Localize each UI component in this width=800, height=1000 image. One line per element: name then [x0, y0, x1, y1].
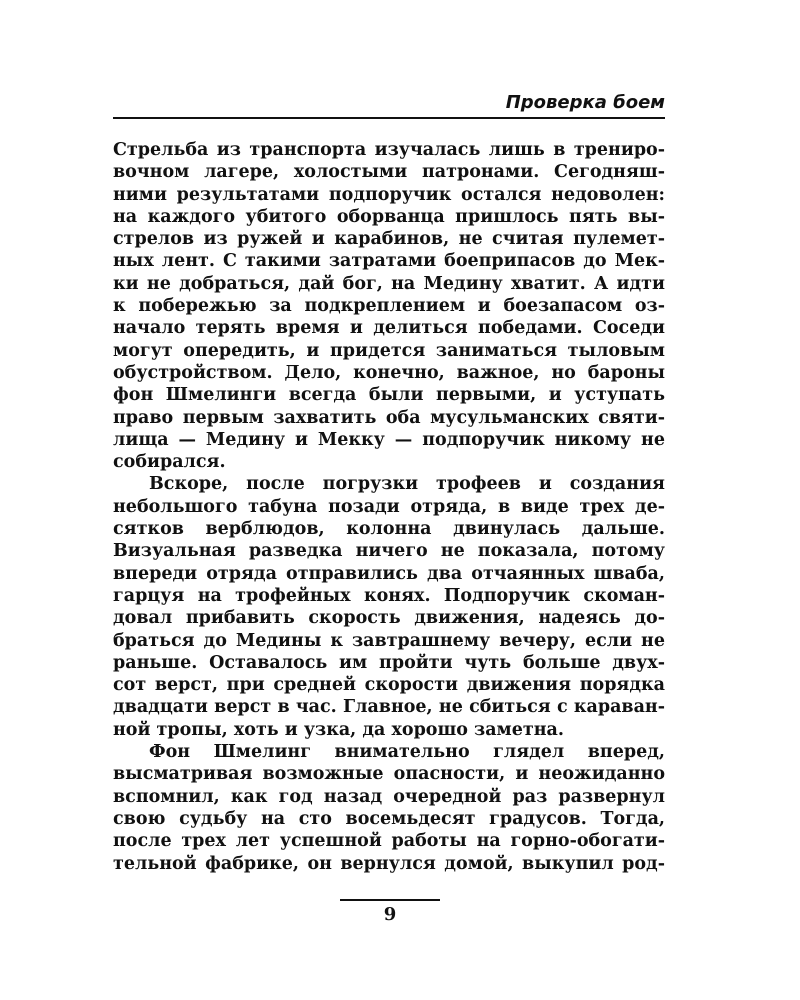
text-line: двадцати верст в час. Главное, не сбиться с караван- — [113, 697, 665, 718]
text-line: ной тропы, хоть и узка, да хорошо заметна. — [113, 719, 564, 740]
text-line: фон Шмелинги всегда были первыми, и уступать — [113, 385, 665, 406]
text-line: небольшого табуна позади отряда, в виде трех де- — [113, 496, 665, 517]
text-line: вспомнил, как год назад очередной раз развернул — [113, 786, 665, 807]
body-text — [113, 139, 665, 875]
text-line: лища — Медину и Мекку — подпоручик никому не — [113, 429, 665, 450]
page-number: 9 — [383, 904, 397, 925]
paragraph — [113, 473, 665, 741]
text-line: сятков верблюдов, колонна двинулась дальше. — [113, 519, 665, 540]
text-line: право первым захватить оба мусульманских святи- — [113, 407, 665, 428]
header-rule — [113, 117, 665, 119]
text-line: раньше. Оставалось им пройти чуть больше двух- — [113, 652, 665, 673]
text-line: сот верст, при средней скорости движения порядка — [113, 675, 665, 696]
text-line: обустройством. Дело, конечно, важное, но бароны — [113, 362, 665, 383]
footer-rule — [340, 899, 440, 901]
text-line: впереди отряда отправились два отчаянных шваба, — [113, 563, 665, 584]
paragraph — [113, 741, 665, 875]
text-line: Стрельба из транспорта изучалась лишь в трениро- — [113, 140, 665, 160]
text-line: после трех лет успешной работы на горно-обогати- — [113, 831, 665, 852]
text-line: ними результатами подпоручик остался недоволен: — [113, 184, 665, 205]
text-line: браться до Медины к завтрашнему вечеру, если не — [113, 630, 665, 651]
text-line: Визуальная разведка ничего не показала, потому — [113, 541, 665, 562]
text-line: свою судьбу на сто восемьдесят градусов. Тогда, — [113, 808, 665, 829]
text-line: Вскоре, после погрузки трофеев и создания — [149, 474, 665, 495]
paragraph — [113, 139, 665, 473]
text-line: довал прибавить скорость движения, надеясь до- — [113, 608, 665, 629]
text-line: к побережью за подкреплением и боезапасом оз- — [113, 296, 665, 317]
text-line: ных лент. С такими затратами боеприпасов до Мек- — [113, 251, 665, 272]
text-line: Фон Шмелинг внимательно глядел вперед, — [149, 742, 665, 763]
text-line: на каждого убитого оборванца пришлось пять вы- — [113, 206, 665, 227]
text-line: начало терять время и делиться победами. Соседи — [113, 318, 665, 339]
text-line: могут опередить, и придется заниматься тыловым — [113, 340, 665, 361]
text-line: гарцуя на трофейных конях. Подпоручик скоман- — [113, 585, 665, 606]
text-line: вочном лагере, холостыми патронами. Сегодняш- — [113, 162, 665, 183]
text-line: тельной фабрике, он вернулся домой, выкупил род- — [113, 853, 665, 874]
text-line: собирался. — [113, 452, 226, 473]
text-line: ки не добраться, дай бог, на Медину хватит. А идти — [113, 273, 665, 294]
text-line: высматривая возможные опасности, и неожиданно — [113, 764, 665, 785]
text-line: стрелов из ружей и карабинов, не считая пулемет- — [113, 229, 665, 250]
running-title: Проверка боем — [505, 92, 665, 113]
